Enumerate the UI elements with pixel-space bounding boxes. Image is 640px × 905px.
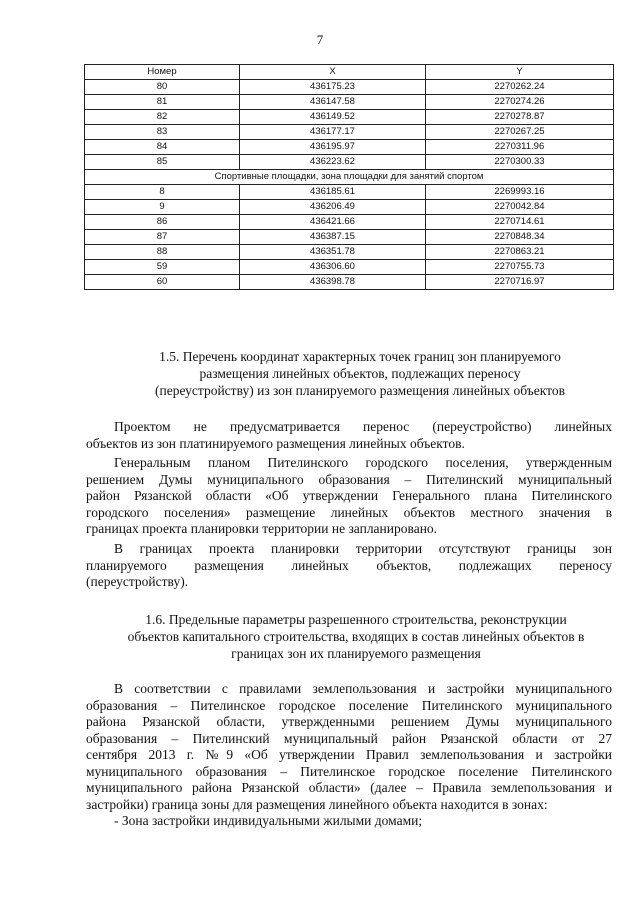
- paragraph-line: Генеральным планом Пителинского городского поселения, утвержденным: [114, 455, 612, 470]
- paragraph-line: образования – Пителинское городское поселение Пителинского муниципального: [86, 697, 612, 713]
- cell-number: 60: [85, 275, 240, 290]
- section-1-5-title: [110, 348, 610, 399]
- table-row: [85, 215, 614, 230]
- cell-y: 2270714.61: [426, 215, 614, 230]
- paragraph-line: В соответствии с правилами землепользования и застройки муниципального: [114, 681, 612, 696]
- cell-number: 85: [85, 155, 240, 170]
- paragraph-no-relocation: [86, 419, 612, 452]
- cell-x: 436351.78: [240, 245, 426, 260]
- cell-y: 2270274.26: [426, 95, 614, 110]
- cell-number: 86: [85, 215, 240, 230]
- table-row: [85, 245, 614, 260]
- cell-x: 436387.15: [240, 230, 426, 245]
- cell-y: 2270262.24: [426, 80, 614, 95]
- paragraph-line: муниципального образования – Пителинское городское поселение Пителинского: [86, 763, 612, 779]
- cell-number: 9: [85, 200, 240, 215]
- paragraph-line: застройки) граница зоны для размещения линейного объекта находится в зонах:: [86, 796, 548, 812]
- table-row: [85, 230, 614, 245]
- table-row: [85, 110, 614, 125]
- paragraph-general-plan: [86, 455, 612, 538]
- table-row: [85, 200, 614, 215]
- cell-x: 436149.52: [240, 110, 426, 125]
- paragraph-line: планируемого размещения линейных объектов, подлежащих переносу: [86, 557, 612, 573]
- cell-number: 81: [85, 95, 240, 110]
- cell-number: 87: [85, 230, 240, 245]
- paragraph-line: В границах проекта планировки территории отсутствуют границы зон: [114, 541, 612, 556]
- paragraph-line: городского поселения» размещение линейных объектов местного значения в: [86, 504, 612, 520]
- table-row: [85, 155, 614, 170]
- cell-x: 436185.61: [240, 185, 426, 200]
- paragraph-line: муниципального района Рязанской области» (далее – Правила землепользования и: [86, 780, 612, 795]
- header-y: Y: [426, 65, 614, 80]
- paragraph-line: сентября 2013 г. №9 «Об утверждении Правил землепользования и застройки: [86, 747, 612, 762]
- cell-y: 2270300.33: [426, 155, 614, 170]
- cell-x: 436306.60: [240, 260, 426, 275]
- cell-number: 82: [85, 110, 240, 125]
- paragraph-land-use-rules: [86, 681, 612, 830]
- cell-number: 80: [85, 80, 240, 95]
- cell-x: 436421.66: [240, 215, 426, 230]
- section-title-line: объектов капитального строительства, входящих в состав линейных объектов в: [127, 629, 585, 644]
- cell-y: 2270278.87: [426, 110, 614, 125]
- cell-x: 436147.58: [240, 95, 426, 110]
- section-title-line: 1.6. Предельные параметры разрешенного строительства, реконструкции: [145, 612, 567, 627]
- cell-number: 59: [85, 260, 240, 275]
- cell-number: 88: [85, 245, 240, 260]
- header-number: Номер: [85, 65, 240, 80]
- table-row: [85, 275, 614, 290]
- cell-y: 2270267.25: [426, 125, 614, 140]
- list-item: - Зона застройки индивидуальными жилыми домами;: [114, 813, 423, 828]
- table-row: [85, 260, 614, 275]
- table-row: [85, 140, 614, 155]
- header-x: X: [240, 65, 426, 80]
- cell-y: 2270716.97: [426, 275, 614, 290]
- cell-number: 84: [85, 140, 240, 155]
- table-row: [85, 125, 614, 140]
- section-title-line: (переустройству) из зон планируемого размещения линейных объектов: [155, 383, 565, 398]
- cell-y: 2269993.16: [426, 185, 614, 200]
- page-number: 7: [316, 32, 324, 47]
- paragraph-line: района Рязанской области, утвержденными решением Думы муниципального: [86, 714, 612, 729]
- paragraph-line: Проектом не предусматривается перенос (переустройство) линейных: [114, 419, 612, 434]
- cell-y: 2270311.96: [426, 140, 614, 155]
- cell-x: 436223.62: [240, 155, 426, 170]
- cell-number: 8: [85, 185, 240, 200]
- paragraph-line: образования – Пителинский муниципальный район Рязанской области от 27: [86, 730, 612, 746]
- paragraph-line: район Рязанской области «Об утверждении Генерального плана Пителинского: [86, 488, 612, 503]
- cell-x: 436177.17: [240, 125, 426, 140]
- cell-y: 2270755.73: [426, 260, 614, 275]
- cell-x: 436175.23: [240, 80, 426, 95]
- cell-y: 2270863.21: [426, 245, 614, 260]
- table-row: [85, 95, 614, 110]
- paragraph-line: решением Думы муниципального образования – Пителинский муниципальный: [86, 471, 612, 487]
- paragraph-boundaries: [86, 541, 612, 591]
- section-title-line: размещения линейных объектов, подлежащих переносу: [199, 366, 521, 381]
- cell-x: 436195.97: [240, 140, 426, 155]
- cell-x: 436398.78: [240, 275, 426, 290]
- cell-number: 83: [85, 125, 240, 140]
- section-1-6-title: [86, 611, 626, 662]
- cell-y: 2270042.84: [426, 200, 614, 215]
- section-title-line: границах зон их планируемого размещения: [231, 646, 481, 661]
- paragraph-line: границах проекта планировки территории не запланировано.: [86, 521, 438, 536]
- group-label: Спортивные площадки, зона площадки для занятий спортом: [85, 170, 614, 185]
- table-group-row: [85, 170, 614, 185]
- table-row: [85, 185, 614, 200]
- cell-x: 436206.49: [240, 200, 426, 215]
- table-header-row: [85, 65, 614, 80]
- paragraph-line: (переустройству).: [86, 574, 189, 589]
- cell-y: 2270848.34: [426, 230, 614, 245]
- coordinates-table: [84, 64, 614, 290]
- section-title-line: 1.5. Перечень координат характерных точек границ зон планируемого: [159, 349, 561, 364]
- table-row: [85, 80, 614, 95]
- paragraph-line: объектов из зон платинируемого размещения линейных объектов.: [86, 435, 465, 451]
